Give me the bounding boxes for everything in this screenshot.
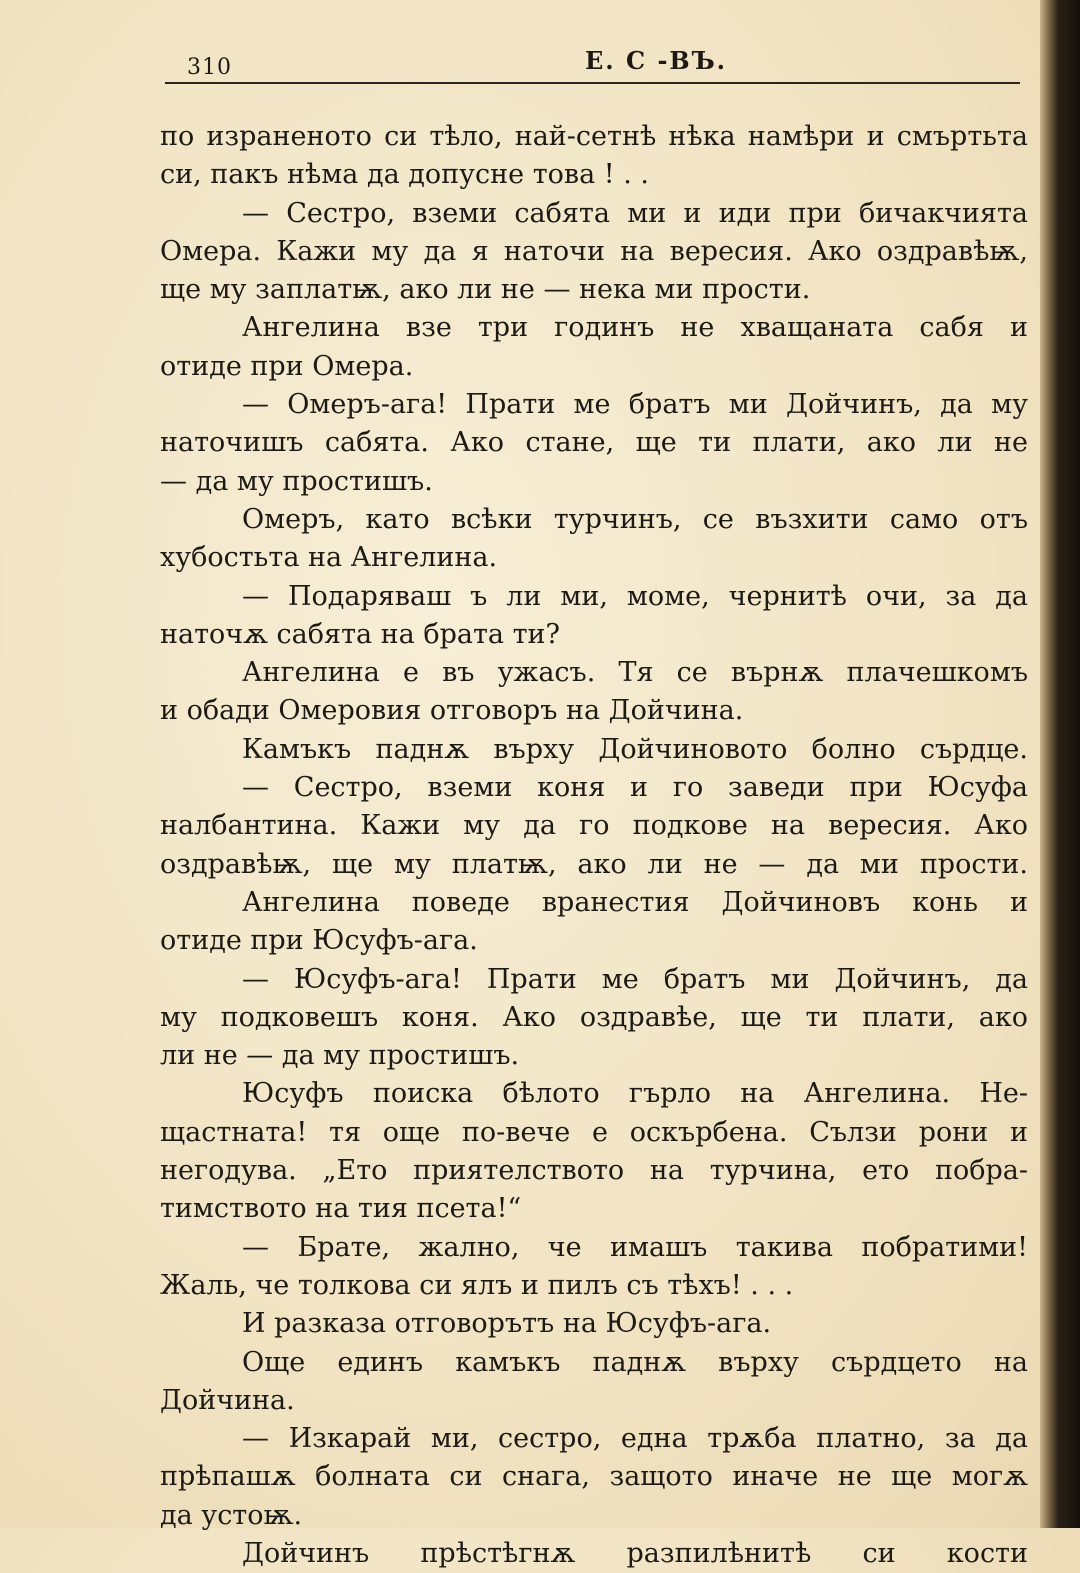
text-line: тимството на тия псета!“ [160, 1193, 522, 1225]
text-line: хубостьта на Ангелина. [160, 542, 498, 574]
text-line: Омеръ, като всѣки турчинъ, се възхити само отъ [242, 503, 1028, 535]
text-line: негодува. „Ето приятелството на турчина, ето побра- [160, 1155, 1028, 1187]
text-line: щастната! тя още по-вече е оскърбена. Сълзи рони и [160, 1116, 1028, 1148]
text-line: ли не — да му простишъ. [160, 1040, 520, 1072]
text-line: налбантина. Кажи му да го подкове на вересия. Ако [160, 810, 1028, 842]
text-line: и обади Омеровия отговоръ на Дойчина. [160, 695, 744, 727]
text-line: си, пакъ нѣма да допусне това ! . . [160, 159, 649, 191]
text-line: Дойчинъ прѣстѣгнѫ разпилѣнитѣ си кости [242, 1537, 1028, 1569]
text-line: ще му заплатѭ, ако ли не — нека ми прости. [160, 274, 811, 306]
text-line: Ангелина взе три годинъ не хващаната сабя и [242, 312, 1028, 344]
text-line: прѣпашѫ болната си снага, защото иначе не ще могѫ [160, 1461, 1028, 1493]
text-line: по израненото си тѣло, най-сетнѣ нѣка намѣри и смъртьта [160, 121, 1028, 152]
text-line: — Изкарай ми, сестро, една трѫба платно, за да [242, 1423, 1028, 1455]
text-line: Дойчина. [160, 1384, 295, 1416]
text-line: Юсуфъ поиска бѣлото гърло на Ангелина. Не- [242, 1078, 1028, 1110]
running-head: Е. С -ВЪ. [585, 46, 728, 75]
text-line: отиде при Омера. [160, 350, 414, 382]
text-line: Ангелина поведе вранестия Дойчиновъ конь и [242, 886, 1028, 918]
text-line: — Омеръ-ага! Прати ме братъ ми Дойчинъ, да му [242, 389, 1028, 421]
text-line: Ангелина е въ ужасъ. Тя се върнѫ плачешкомъ [242, 657, 1028, 689]
text-line: наточишъ сабята. Ако стане, ще ти плати, ако ли не [160, 427, 1028, 459]
text-line: му подковешъ коня. Ако оздравѣе, ще ти плати, ако [160, 1001, 1028, 1033]
text-line: — Сестро, вземи сабята ми и иди при бичакчията [242, 197, 1028, 229]
text-line: — Подаряваш ъ ли ми, моме, чернитѣ очи, за да [242, 580, 1028, 612]
header-rule [165, 82, 1020, 84]
text-line: да устоѭ. [160, 1499, 303, 1531]
text-line: Жаль, че толкова си ялъ и пилъ съ тѣхъ! . . . [160, 1269, 794, 1301]
page-header [165, 40, 1020, 90]
text-line: отиде при Юсуфъ-ага. [160, 925, 478, 957]
text-line: И разказа отговорътъ на Юсуфъ-ага. [242, 1308, 772, 1340]
text-line: — Сестро, вземи коня и го заведи при Юсуфа [242, 772, 1028, 804]
text-line: Омера. Кажи му да я наточи на вересия. Ако оздравѣѭ, [160, 235, 1028, 267]
text-line: Камъкъ паднѫ върху Дойчиновото болно сърдце. [242, 733, 1028, 765]
text-line: — Брате, жално, че имашъ такива побратими! [242, 1231, 1028, 1263]
text-line: наточѫ сабята на брата ти? [160, 618, 561, 650]
text-line: — Юсуфъ-ага! Прати ме братъ ми Дойчинъ, да [242, 963, 1028, 995]
text-line: Още единъ камъкъ паднѫ върху сърдцето на [242, 1346, 1028, 1378]
text-line: — да му простишъ. [160, 465, 433, 497]
body-text [160, 118, 1028, 1573]
book-spine [1040, 0, 1080, 1528]
page-number: 310 [187, 55, 232, 80]
text-line: оздравѣѭ, ще му платѭ, ако ли не — да ми прости. [160, 848, 1028, 880]
